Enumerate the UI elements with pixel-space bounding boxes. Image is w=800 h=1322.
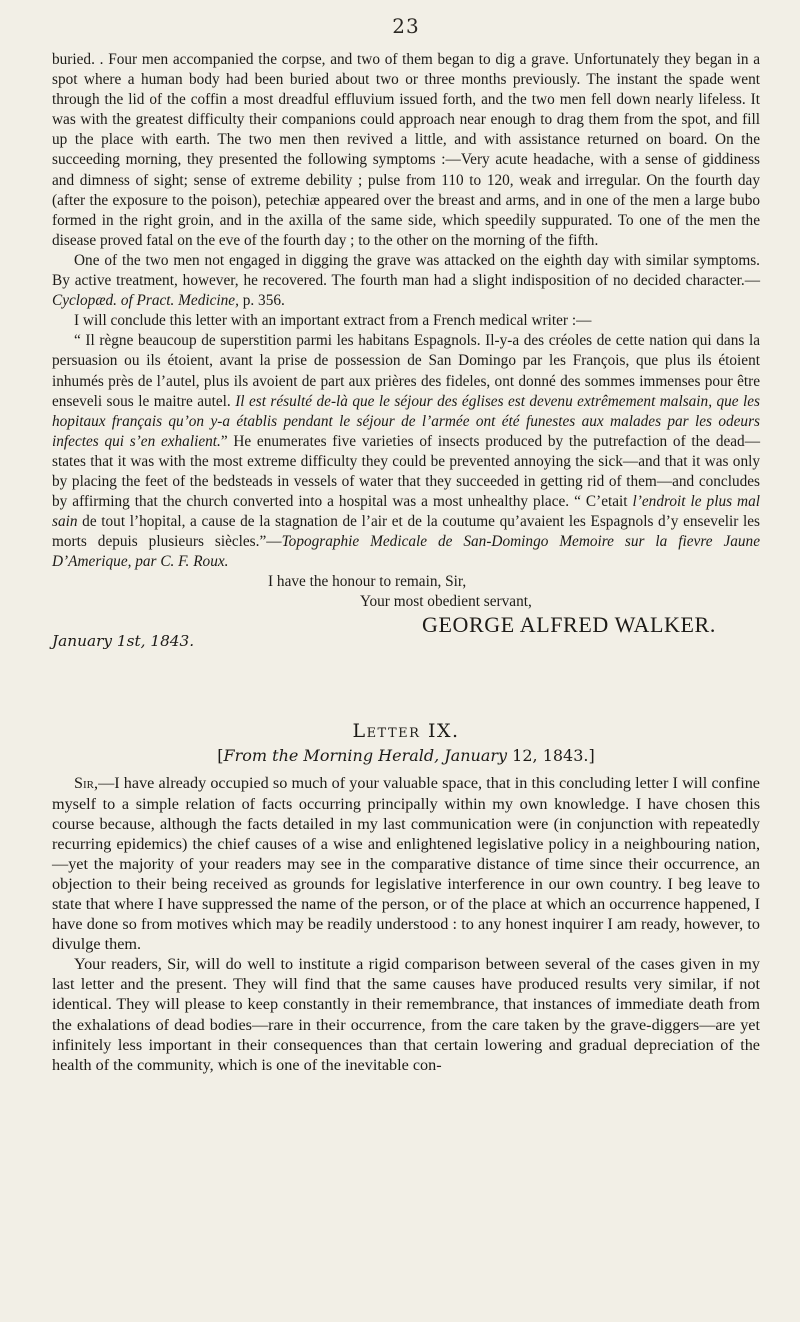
quote-italic-1: Il est résulté de-là que le séjour des églises est devenu extrêmement malsain, que les hopitaux français qu’on y-a établis pendant le séjour de l’armée ont été funestes aux malades par les odeurs infectes qui s’en exhalient. [52, 392, 760, 450]
quote-part-c: de tout l’hopital, a cause de la stagnation de l’air et de la coutume qu’avaient les Espagnols d’y ensevelir les morts depuis plusieurs siècles.”— [52, 513, 760, 551]
date-line: January 1st, 1843. [52, 632, 195, 651]
paragraph-burial-account: buried. . Four men accompanied the corpse, and two of them began to dig a grave. Unfortunately they began in a spot where a human body had been buried about two or three months previously. The instant the spade went through the lid of the coffin a most dreadful effluvium issued forth, and the two men fell down nearly lifeless. It was with the greatest difficulty their companions could approach near enough to drag them from the spot, and fill up the place with earth. The two men then revived a little, and with assistance returned on board. On the succeeding morning, they presented the following symptoms :—Very acute headache, with a sense of giddiness and dimness of sight; sense of extreme debility ; pulse from 110 to 120, weak and irregular. On the fourth day (after the exposure to the poison), petechiæ appeared over the breast and arms, and in one of the men a large bubo formed in the right groin, and in the axilla of the same side, which speedily suppurated. To one of the men the disease proved fatal on the eve of the fourth day ; to the other on the morning of the fifth. [52, 51, 760, 249]
paragraph-conclude-intro: I will conclude this letter with an important extract from a French medical writer :— [74, 312, 592, 330]
citation-cyclopaedia: Cyclopæd. of Pract. Medicine, [52, 292, 239, 310]
paragraph-comparison: Your readers, Sir, will do well to institute a rigid comparison between several of the cases given in my last letter and the present. They will find that the same causes have produced results very similar, if not identical. They will please to keep constantly in their remembrance, that instances of immediate death from the exhalations of dead bodies—rare in their occurrence, from the care taken by the grave-diggers—are yet infinitely less important in their consequences than that certain lowering and gradual depreciation of the health of the community, which is one of the inevitable con- [52, 955, 760, 1074]
closing-line-1: I have the honour to remain, Sir, [268, 573, 467, 591]
paragraph-letter-ix-opening [52, 773, 760, 954]
source-date: 12, 1843.] [507, 746, 595, 766]
citation-roux: Topographie Medicale de San-Domingo Memoire sur la fievre Jaune D’Amerique, par C. F. Roux. [52, 533, 760, 571]
bracket-open: [ [217, 746, 224, 766]
closing-line-2: Your most obedient servant, [360, 593, 532, 611]
paragraph-fourth-man [52, 251, 760, 311]
page [52, 14, 760, 1075]
paragraph-text: —I have already occupied so much of your valuable space, that in this concluding letter I will confine myself to a simple relation of facts occurring principally within my own knowledge. I have chosen this course because, although the facts detailed in my last communication were (in conjunction with repeatedly recurring epidemics) the chief causes of a wise and enlightened legislative policy in a neighbouring nation,—yet the majority of your readers may see in the comparative distance of time since their occurrence, an objection to their being received as grounds for legislative interference in our own country. I beg leave to state that where I have suppressed the name of the person, or of the place at which an occurrence happened, I have done so from motives which may be readily understood : to any honest inquirer I am ready, however, to divulge them. [52, 774, 760, 954]
quote-italic-2: l’endroit le plus mal sain [52, 493, 760, 531]
citation-page: p. 356. [238, 292, 285, 310]
paragraph-french-extract [52, 331, 760, 572]
quote-part-a: “ Il règne beaucoup de superstition parmi les habitans Espagnols. Il-y-a des créoles de cette nation qui dans la persuasion ou ils étoient, avant la prise de possession de San Domingo par les François, que plus ils étoient inhumés près de l’autel, plus ils avoient de part aux prières des fideles, ont donné des sommes immenses pour être enseveli sous le maitre autel. [52, 332, 760, 410]
quote-part-b: ” He enumerates five varieties of insects produced by the putrefaction of the dead—states that it was with the most extreme difficulty they could be prevented annoying the sick—and that it was only by placing the feet of the bedsteads in vessels of water that they succeeded in getting rid of them—and concludes by affirming that the church converted into a hospital was a most unhealthy place. “ C’etait [52, 432, 760, 511]
salutation: Sir, [74, 774, 99, 793]
page-number: 23 [392, 14, 420, 38]
source-name: From the Morning Herald, January [223, 746, 508, 766]
paragraph-text: One of the two men not engaged in digging the grave was attacked on the eighth day with similar symptoms. By active treatment, however, he recovered. The fourth man had a slight indisposition of no decided character.— [52, 251, 760, 290]
letter-heading: Letter IX. [352, 720, 460, 743]
signature: GEORGE ALFRED WALKER. [422, 612, 716, 638]
letter-source [52, 746, 760, 765]
